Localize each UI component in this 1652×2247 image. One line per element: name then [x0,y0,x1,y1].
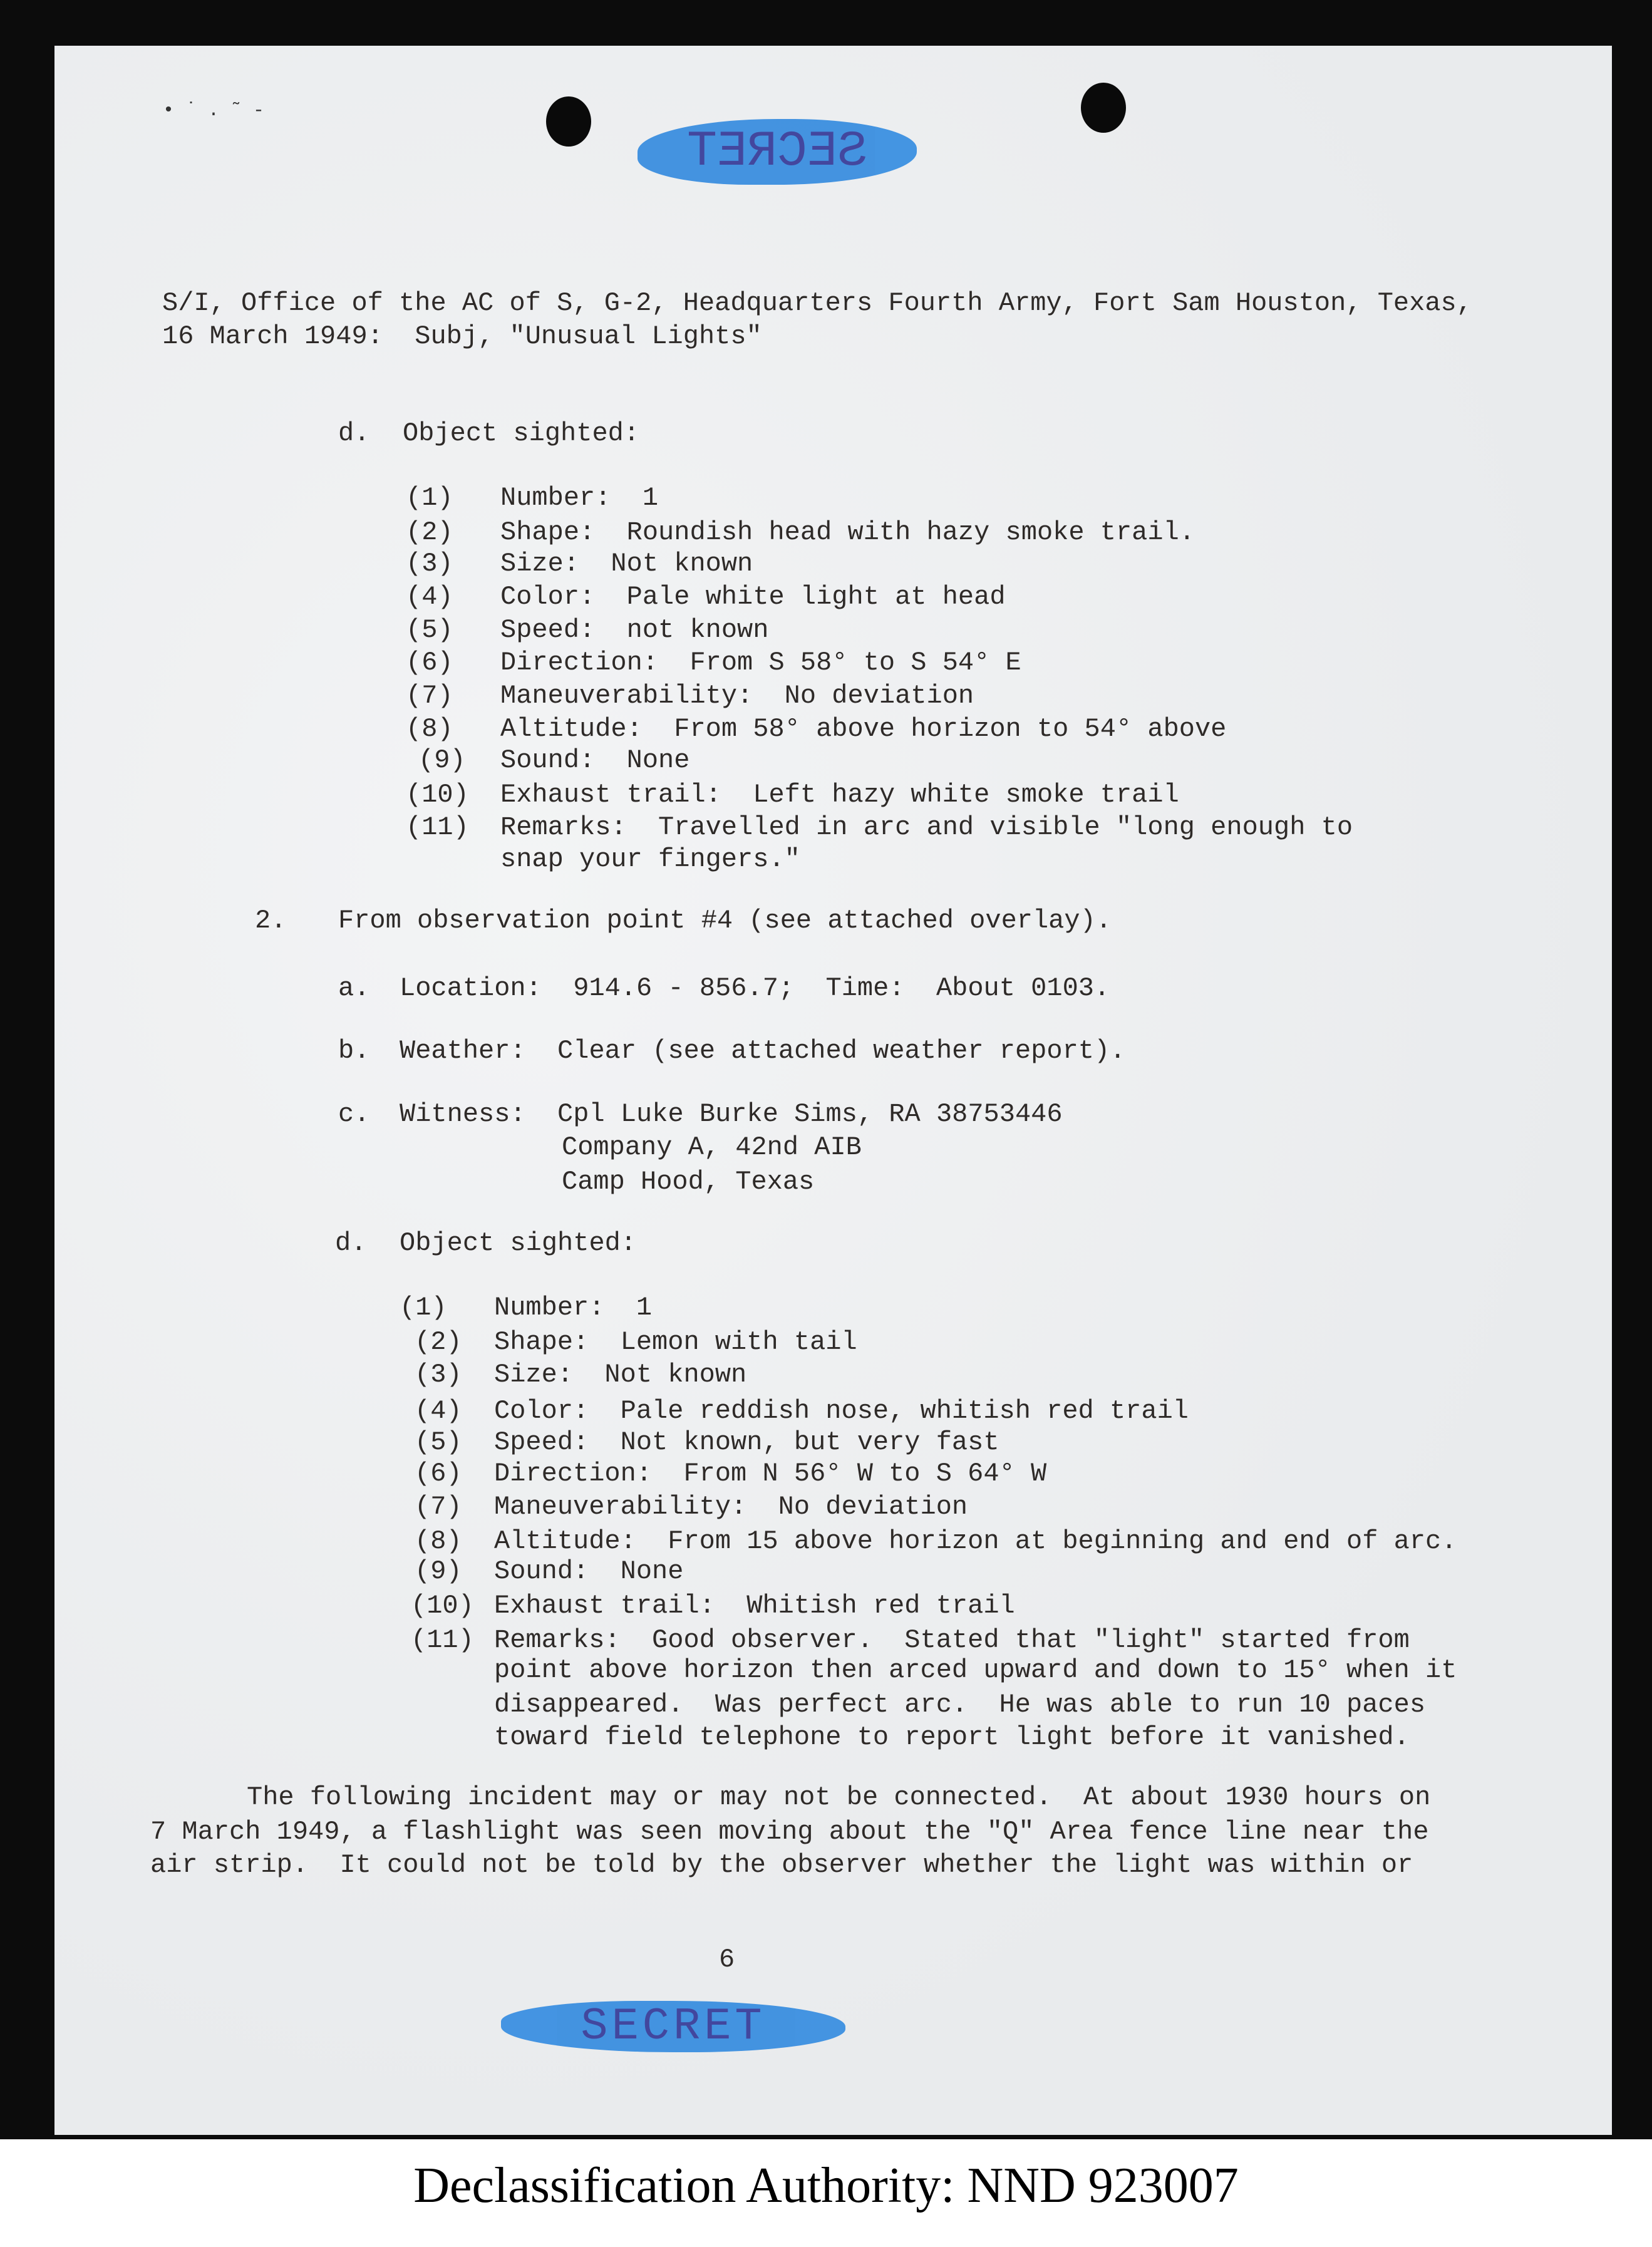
item-continuation: toward field telephone to report light before it vanished. [494,1722,1410,1752]
item-number: (2) [415,1327,462,1357]
item-number: (5) [406,615,453,645]
item-text: Direction: From N 56° W to S 64° W [494,1459,1047,1489]
item-number: (6) [415,1459,462,1489]
item-text: Number: 1 [500,483,659,513]
location-text: Location: 914.6 - 856.7; Time: About 0103. [400,973,1110,1003]
item-number: (4) [415,1396,462,1426]
item-text: Altitude: From 15 above horizon at beginning and end of arc. [494,1526,1457,1556]
secret-stamp-bottom [501,2001,845,2052]
item-text: Exhaust trail: Whitish red trail [494,1591,1015,1621]
secret-stamp-top [638,119,917,185]
weather-text: Weather: Clear (see attached weather report). [400,1036,1126,1066]
item-number: (8) [415,1526,462,1556]
item-number: (4) [406,582,453,612]
subsection-label: b. [338,1036,370,1066]
header-line-2: 16 March 1949: Subj, "Unusual Lights" [162,321,762,351]
item-continuation: snap your fingers." [500,844,800,874]
item-text: Color: Pale reddish nose, whitish red trail [494,1396,1189,1426]
item-number: (10) [411,1591,474,1621]
witness-text: Witness: Cpl Luke Burke Sims, RA 38753446 [400,1099,1063,1129]
punch-hole [546,96,591,147]
item-number: (8) [406,714,453,744]
section-title: From observation point #4 (see attached overlay). [338,906,1112,936]
item-text: Sound: None [494,1556,684,1586]
item-number: (1) [400,1293,447,1323]
item-number: (6) [406,648,453,678]
declassification-authority: Declassification Authority: NND 923007 [413,2158,1239,2213]
item-text: Number: 1 [494,1293,653,1323]
item-text: Maneuverability: No deviation [500,681,974,711]
item-text: Remarks: Good observer. Stated that "light" started from [494,1625,1410,1655]
witness-unit: Company A, 42nd AIB [562,1132,862,1162]
section-number: 2. [255,906,287,936]
paragraph-line: air strip. It could not be told by the observer whether the light was within or [150,1850,1413,1880]
item-number: (3) [406,549,453,579]
item-continuation: point above horizon then arced upward and down to 15° when it [494,1655,1457,1685]
item-text: Size: Not known [500,549,753,579]
item-text: Altitude: From 58° above horizon to 54° above [500,714,1227,744]
item-number: (9) [415,1556,462,1586]
item-text: Color: Pale white light at head [500,582,1006,612]
item-number: (11) [411,1625,474,1655]
paragraph-line: 7 March 1949, a flashlight was seen moving about the "Q" Area fence line near the [150,1817,1429,1847]
subsection-label: d. [335,1228,367,1258]
item-text: Shape: Lemon with tail [494,1327,857,1357]
item-text: Direction: From S 58° to S 54° E [500,648,1021,678]
item-number: (11) [406,812,469,842]
section-title: Object sighted: [400,1228,637,1258]
item-number: (2) [406,517,453,547]
item-number: (5) [415,1427,462,1457]
item-text: Exhaust trail: Left hazy white smoke trail [500,780,1179,810]
section-title: Object sighted: [403,418,640,448]
secret-stamp-text: SECRET [581,2001,766,2052]
paper-specks: • ˙ . ˜ - [163,100,265,121]
subsection-label: c. [338,1099,370,1129]
item-number: (7) [406,681,453,711]
header-line-1: S/I, Office of the AC of S, G-2, Headquarters Fourth Army, Fort Sam Houston, Texas, [162,288,1472,318]
item-number: (3) [415,1360,462,1390]
item-text: Speed: Not known, but very fast [494,1427,999,1457]
secret-stamp-text: SECRET [686,123,868,180]
item-number: (7) [415,1492,462,1522]
subsection-label: a. [338,973,370,1003]
item-text: Size: Not known [494,1360,747,1390]
item-text: Sound: None [500,745,690,775]
paragraph-line: The following incident may or may not be connected. At about 1930 hours on [247,1782,1431,1812]
section-label: d. [338,418,370,448]
item-continuation: disappeared. Was perfect arc. He was able to run 10 paces [494,1690,1426,1720]
item-number: (10) [406,780,469,810]
item-text: Shape: Roundish head with hazy smoke trail. [500,517,1195,547]
item-text: Remarks: Travelled in arc and visible "long enough to [500,812,1353,842]
item-number: (9) [418,745,466,775]
item-number: (1) [406,483,453,513]
witness-location: Camp Hood, Texas [562,1167,815,1197]
punch-hole [1081,83,1126,133]
item-text: Maneuverability: No deviation [494,1492,968,1522]
item-text: Speed: not known [500,615,769,645]
page-number: 6 [719,1945,735,1975]
